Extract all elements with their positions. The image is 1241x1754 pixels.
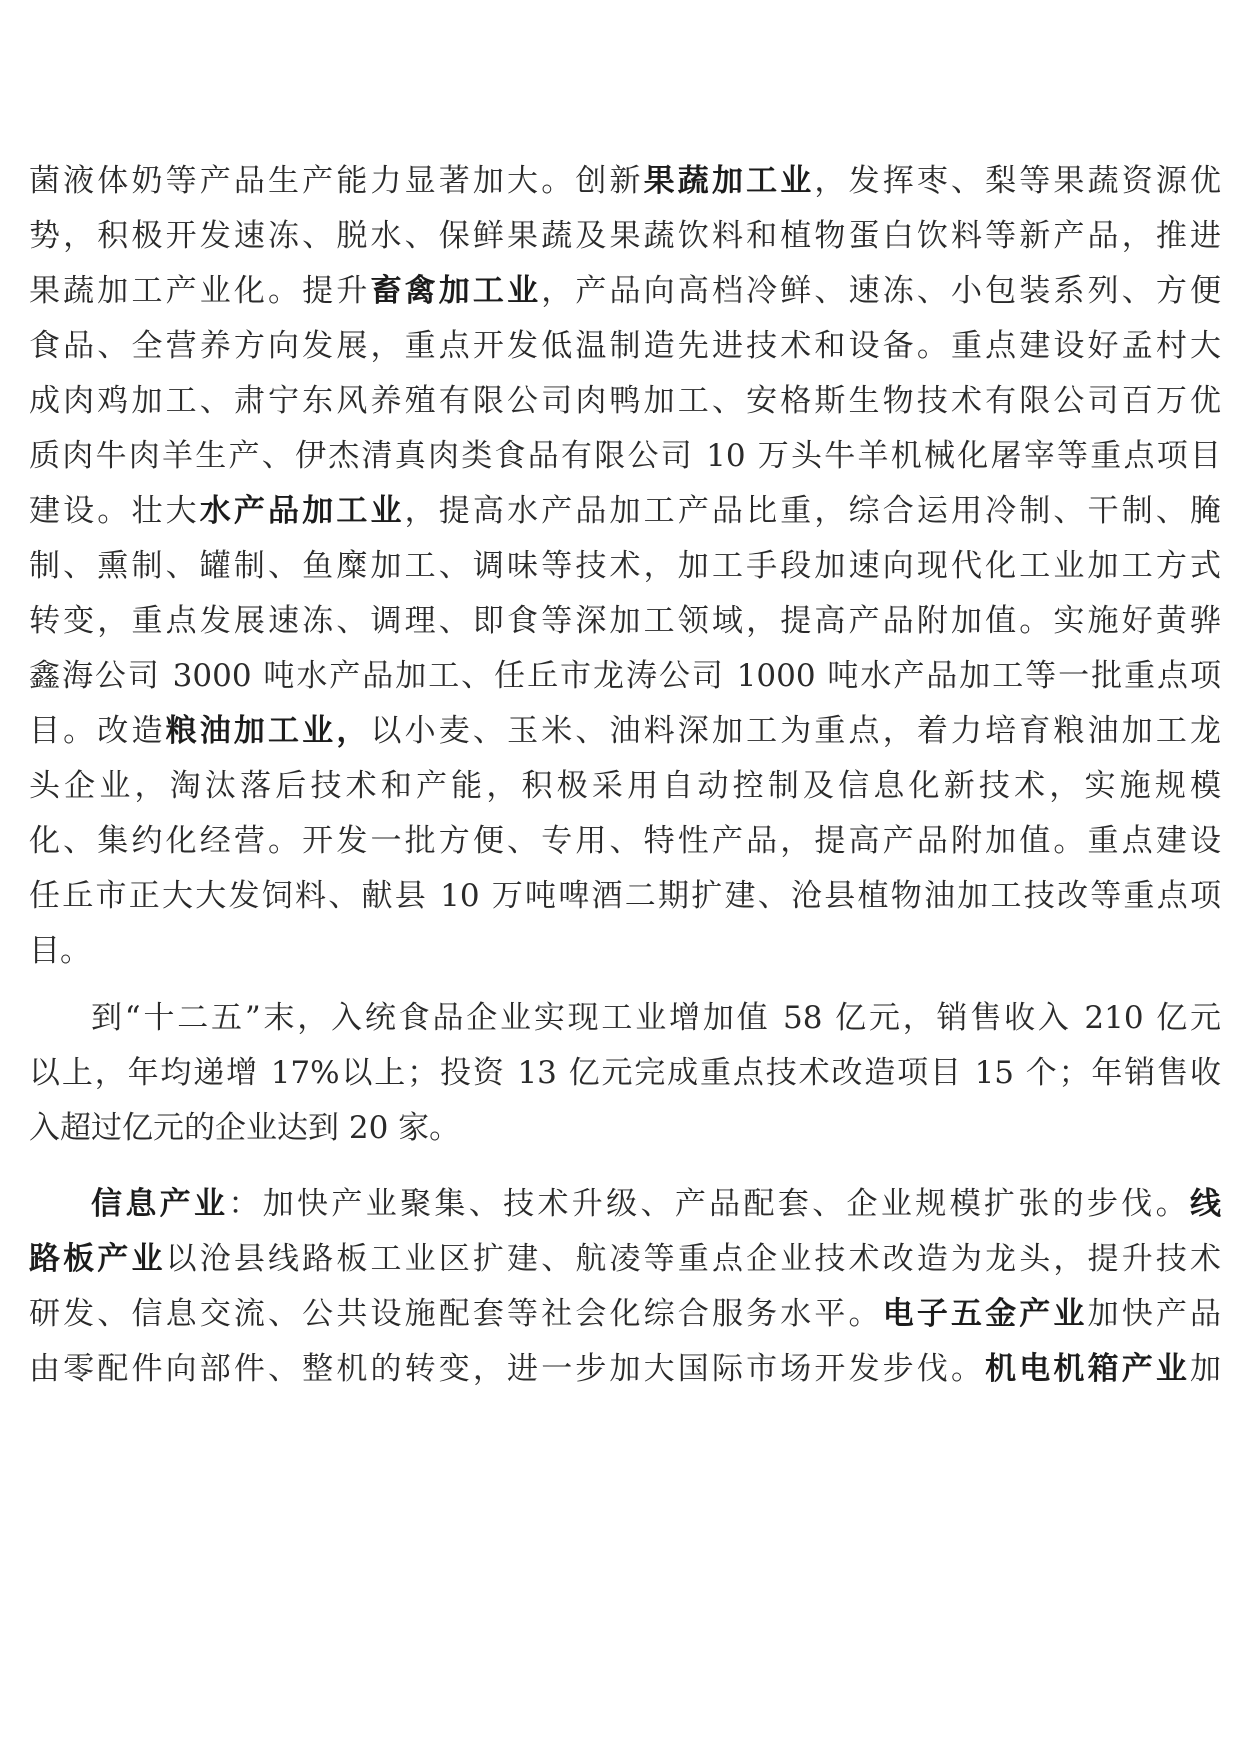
paragraph-twelfth-five-year-targets bbox=[29, 991, 1221, 1156]
text-run: 制、熏制、罐制、鱼糜加工、调味等技术，加工手段加速向现代化工业加工方式 bbox=[29, 548, 1221, 584]
text-line bbox=[29, 154, 1221, 209]
text-line bbox=[29, 991, 1221, 1046]
text-run: 果蔬加工产业化。提升 bbox=[29, 273, 371, 309]
text-line bbox=[29, 539, 1221, 594]
text-line bbox=[29, 759, 1221, 814]
text-run: ，产品向高档冷鲜、速冻、小包装系列、方便 bbox=[541, 273, 1221, 309]
bold-term: 机电机箱产业 bbox=[985, 1351, 1191, 1387]
text-run: 加 bbox=[1190, 1351, 1221, 1387]
bold-term: 路板产业 bbox=[29, 1241, 166, 1277]
text-run: 以沧县线路板工业区扩建、航凌等重点企业技术改造为龙头，提升技术 bbox=[165, 1241, 1221, 1277]
text-run: ，提高水产品加工产品比重，综合运用冷制、干制、腌 bbox=[404, 493, 1221, 529]
text-run: 成肉鸡加工、肃宁东风养殖有限公司肉鸭加工、安格斯生物技术有限公司百万优 bbox=[29, 383, 1221, 419]
text-run: 质肉牛肉羊生产、伊杰清真肉类食品有限公司 10 万头牛羊机械化屠宰等重点项目 bbox=[29, 438, 1221, 474]
text-run: 化、集约化经营。开发一批方便、专用、特性产品，提高产品附加值。重点建设 bbox=[29, 823, 1221, 859]
bold-term: 粮油加工业， bbox=[165, 713, 371, 749]
text-line bbox=[29, 1177, 1221, 1232]
text-run: 建设。壮大 bbox=[29, 493, 200, 529]
bold-term: 水产品加工业 bbox=[199, 493, 405, 529]
text-line bbox=[29, 264, 1221, 319]
text-run: 任丘市正大大发饲料、献县 10 万吨啤酒二期扩建、沧县植物油加工技改等重点项 bbox=[29, 878, 1221, 914]
bold-term: 电子五金产业 bbox=[882, 1296, 1088, 1332]
text-run: 入超过亿元的企业达到 20 家。 bbox=[29, 1110, 461, 1146]
text-line bbox=[29, 704, 1221, 759]
text-line bbox=[29, 319, 1221, 374]
text-line bbox=[29, 1046, 1221, 1101]
text-run: 头企业，淘汰落后技术和产能，积极采用自动控制及信息化新技术，实施规模 bbox=[29, 768, 1221, 804]
text-run: 研发、信息交流、公共设施配套等社会化综合服务水平。 bbox=[29, 1296, 883, 1332]
text-line bbox=[29, 594, 1221, 649]
text-run: 目。 bbox=[29, 933, 91, 969]
text-run: ，发挥枣、梨等果蔬资源优 bbox=[814, 163, 1221, 199]
text-run: 转变，重点发展速冻、调理、即食等深加工领域，提高产品附加值。实施好黄骅 bbox=[29, 603, 1221, 639]
text-line bbox=[29, 1287, 1221, 1342]
text-line bbox=[29, 374, 1221, 429]
text-run: 鑫海公司 3000 吨水产品加工、任丘市龙涛公司 1000 吨水产品加工等一批重点项 bbox=[29, 658, 1221, 694]
bold-term: 畜禽加工业 bbox=[370, 273, 542, 309]
text-run: 由零配件向部件、整机的转变，进一步加大国际市场开发步伐。 bbox=[29, 1351, 986, 1387]
text-line bbox=[29, 814, 1221, 869]
text-run: 以小麦、玉米、油料深加工为重点，着力培育粮油加工龙 bbox=[370, 713, 1221, 749]
text-run: 加快产品 bbox=[1087, 1296, 1221, 1332]
text-line bbox=[29, 1101, 1221, 1156]
text-line bbox=[29, 869, 1221, 924]
text-run: 菌液体奶等产品生产能力显著加大。创新 bbox=[29, 163, 644, 199]
text-line bbox=[29, 1232, 1221, 1287]
text-run: 到“十二五”末，入统食品企业实现工业增加值 58 亿元，销售收入 210 亿元 bbox=[91, 1000, 1221, 1036]
text-run: 目。改造 bbox=[29, 713, 166, 749]
text-line bbox=[29, 429, 1221, 484]
text-line bbox=[29, 924, 1221, 979]
bold-term: 线 bbox=[1190, 1186, 1221, 1222]
text-line bbox=[29, 484, 1221, 539]
paragraph-information-industry bbox=[29, 1177, 1221, 1397]
text-run: ：加快产业聚集、技术升级、产品配套、企业规模扩张的步伐。 bbox=[228, 1186, 1190, 1222]
text-line bbox=[29, 649, 1221, 704]
paragraph-food-industry bbox=[29, 154, 1221, 979]
text-run: 势，积极开发速冻、脱水、保鲜果蔬及果蔬饮料和植物蛋白饮料等新产品，推进 bbox=[29, 218, 1221, 254]
text-run: 以上，年均递增 17%以上；投资 13 亿元完成重点技术改造项目 15 个；年销售收 bbox=[29, 1055, 1221, 1091]
text-line bbox=[29, 209, 1221, 264]
bold-term: 信息产业 bbox=[91, 1186, 229, 1222]
text-line bbox=[29, 1342, 1221, 1397]
text-run: 食品、全营养方向发展，重点开发低温制造先进技术和设备。重点建设好孟村大 bbox=[29, 328, 1221, 364]
bold-term: 果蔬加工业 bbox=[643, 163, 815, 199]
